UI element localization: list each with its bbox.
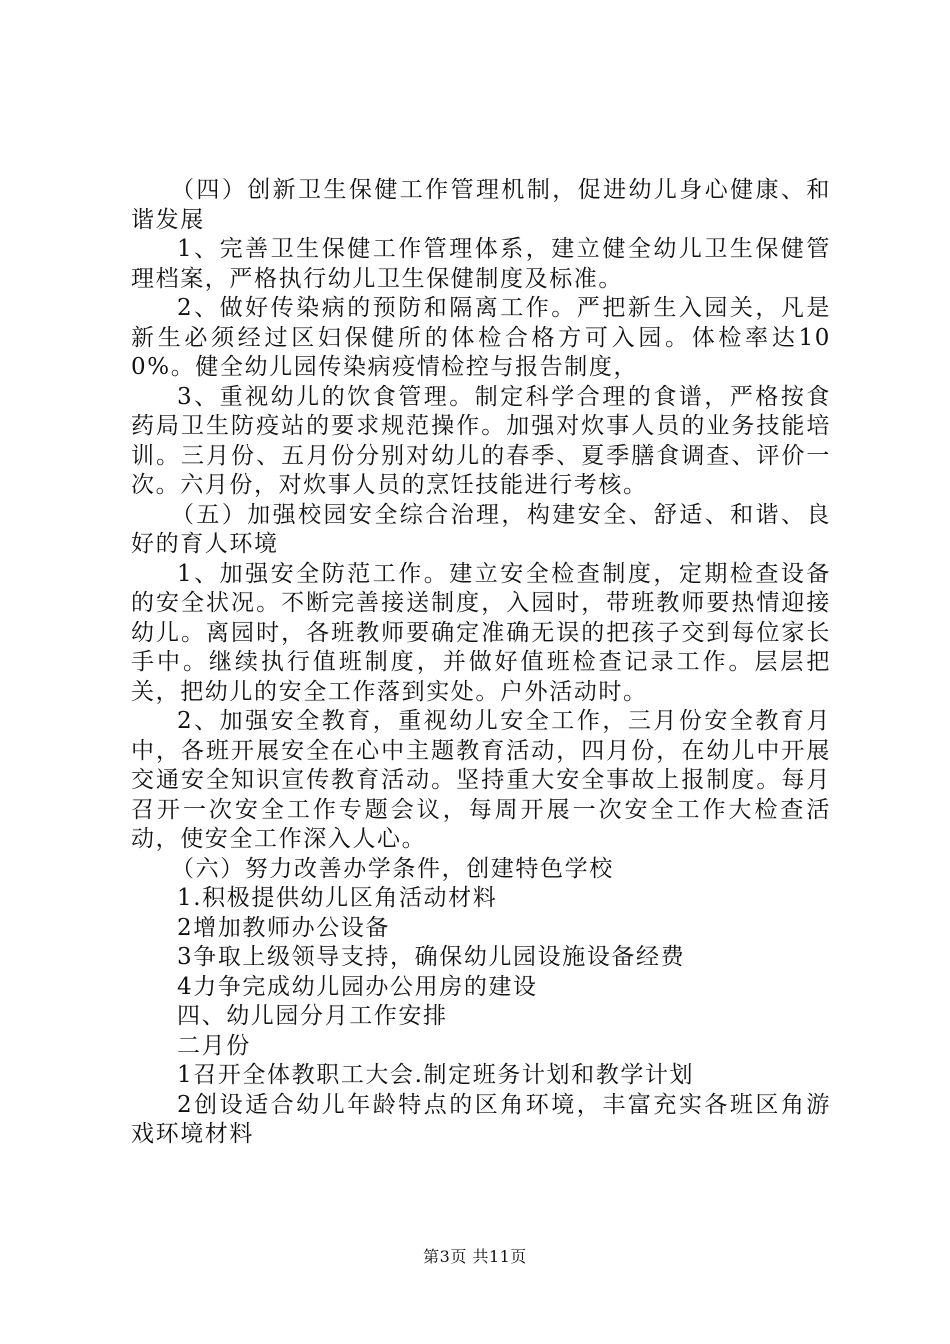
paragraph: 2、加强安全教育，重视幼儿安全工作，三月份安全教育月中，各班开展安全在心中主题教育活动，四月份，在幼儿中开展交通安全知识宣传教育活动。坚持重大安全事故上报制度。每月召开一次安全工作专题会议，每周开展一次安全工作大检查活动，使安全工作深入人心。 (131, 708, 831, 852)
list-item: 2增加教师办公设备 (177, 914, 391, 941)
page-number-footer: 第3页 共11页 (423, 1247, 527, 1266)
section-heading-6: （六）努力改善办学条件，创建特色学校 (171, 855, 614, 882)
paragraph: 1、加强安全防范工作。建立安全检查制度，定期检查设备的安全状况。不断完善接送制度，入园时，带班教师要热情迎接幼儿。离园时，各班教师要确定准确无误的把孩子交到每位家长手中。继续执行值班制度，并做好值班检查记录工作。层层把关，把幼儿的安全工作落到实处。户外活动时。 (131, 560, 831, 705)
paragraph: 3、重视幼儿的饮食管理。制定科学合理的食谱，严格按食药局卫生防疫站的要求规范操作。加强对炊事人员的业务技能培训。三月份、五月份分别对幼儿的春季、夏季膳食调查、评价一次。六月份，对炊事人员的烹饪技能进行考核。 (131, 383, 831, 498)
paragraph: 2、做好传染病的预防和隔离工作。严把新生入园关，凡是新生必须经过区妇保健所的体检合格方可入园。体检率达100%。健全幼儿园传染病疫情检控与报告制度， (131, 295, 831, 380)
section-heading-4: （四）创新卫生保健工作管理机制，促进幼儿身心健康、和谐发展 (131, 177, 831, 233)
section-heading-5: （五）加强校园安全综合治理，构建安全、舒适、和谐、良好的育人环境 (131, 501, 831, 557)
list-item: 1召开全体教职工大会.制定班务计划和教学计划 (177, 1062, 695, 1088)
list-item: 3争取上级领导支持，确保幼儿园设施设备经费 (177, 944, 686, 970)
month-heading: 二月份 (177, 1032, 251, 1059)
list-item: 2创设适合幼儿年龄特点的区角环境，丰富充实各班区角游戏环境材料 (131, 1091, 831, 1147)
section-heading-schedule: 四、幼儿园分月工作安排 (177, 1003, 448, 1029)
paragraph: 1、完善卫生保健工作管理体系，建立健全幼儿卫生保健管理档案，严格执行幼儿卫生保健制度及标准。 (131, 236, 831, 292)
document-body (131, 176, 831, 1150)
list-item: 4力争完成幼儿园办公用房的建设 (177, 973, 538, 1000)
list-item: 1.积极提供幼儿区角活动材料 (177, 885, 498, 911)
